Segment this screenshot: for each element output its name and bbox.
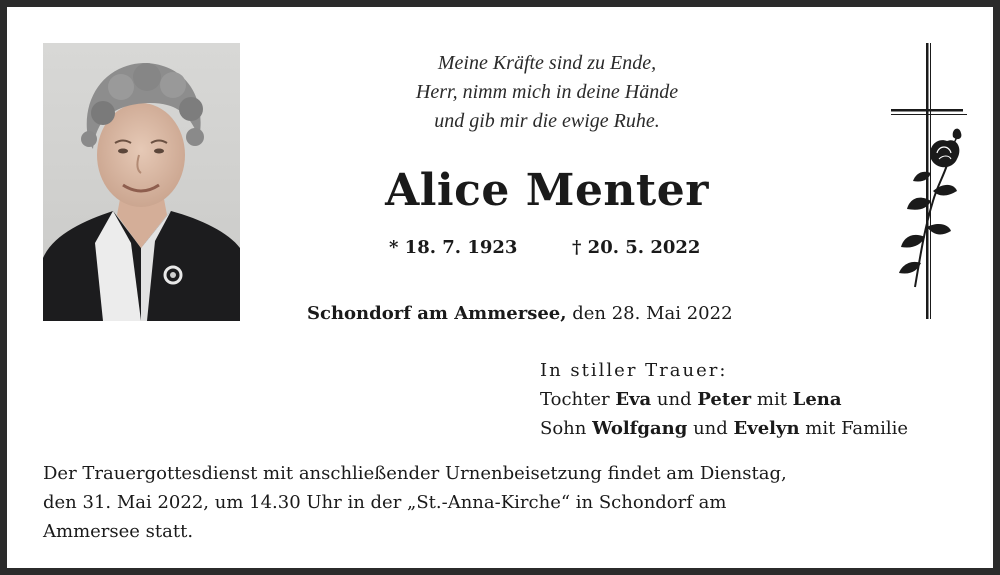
mourner-name: Lena xyxy=(792,389,842,410)
place-and-date xyxy=(307,303,787,324)
mourner-name: Peter xyxy=(697,389,752,410)
relation-label: Tochter xyxy=(540,389,610,410)
service-notice xyxy=(43,459,973,546)
service-line: Der Trauergottesdienst mit anschließender Urnenbeisetzung findet am Dienstag, xyxy=(43,463,787,484)
mourner-name: Evelyn xyxy=(733,418,800,439)
place: Schondorf am Ammersee, xyxy=(307,303,567,324)
relation-label: Sohn xyxy=(540,418,587,439)
mourner-name: Eva xyxy=(615,389,652,410)
life-dates xyxy=(389,237,709,263)
notice-date: den 28. Mai 2022 xyxy=(572,303,733,324)
verse-line: Meine Kräfte sind zu Ende, xyxy=(437,52,657,74)
verse-line: Herr, nimm mich in deine Hände xyxy=(415,81,679,103)
mourners xyxy=(540,356,980,443)
birth-date: * 18. 7. 1923 xyxy=(389,237,518,258)
mourner-line xyxy=(540,414,980,443)
connector: und xyxy=(693,418,728,439)
cross-with-rose-icon xyxy=(887,41,969,321)
connector: mit xyxy=(756,389,787,410)
service-line: den 31. Mai 2022, um 14.30 Uhr in der „St.-Anna-Kirche“ in Schondorf am xyxy=(43,492,727,513)
mourning-lead: In stiller Trauer: xyxy=(540,360,728,381)
death-date: † 20. 5. 2022 xyxy=(572,237,701,258)
verse-line: und gib mir die ewige Ruhe. xyxy=(434,110,660,132)
mourner-name: Wolfgang xyxy=(592,418,688,439)
portrait-illustration xyxy=(43,43,240,321)
deceased-name: Alice Menter xyxy=(385,165,709,216)
portrait-photo xyxy=(43,43,240,321)
connector: mit Familie xyxy=(805,418,909,439)
service-line: Ammersee statt. xyxy=(43,521,194,542)
verse xyxy=(337,49,757,136)
mourner-line xyxy=(540,385,980,414)
connector: und xyxy=(656,389,692,410)
